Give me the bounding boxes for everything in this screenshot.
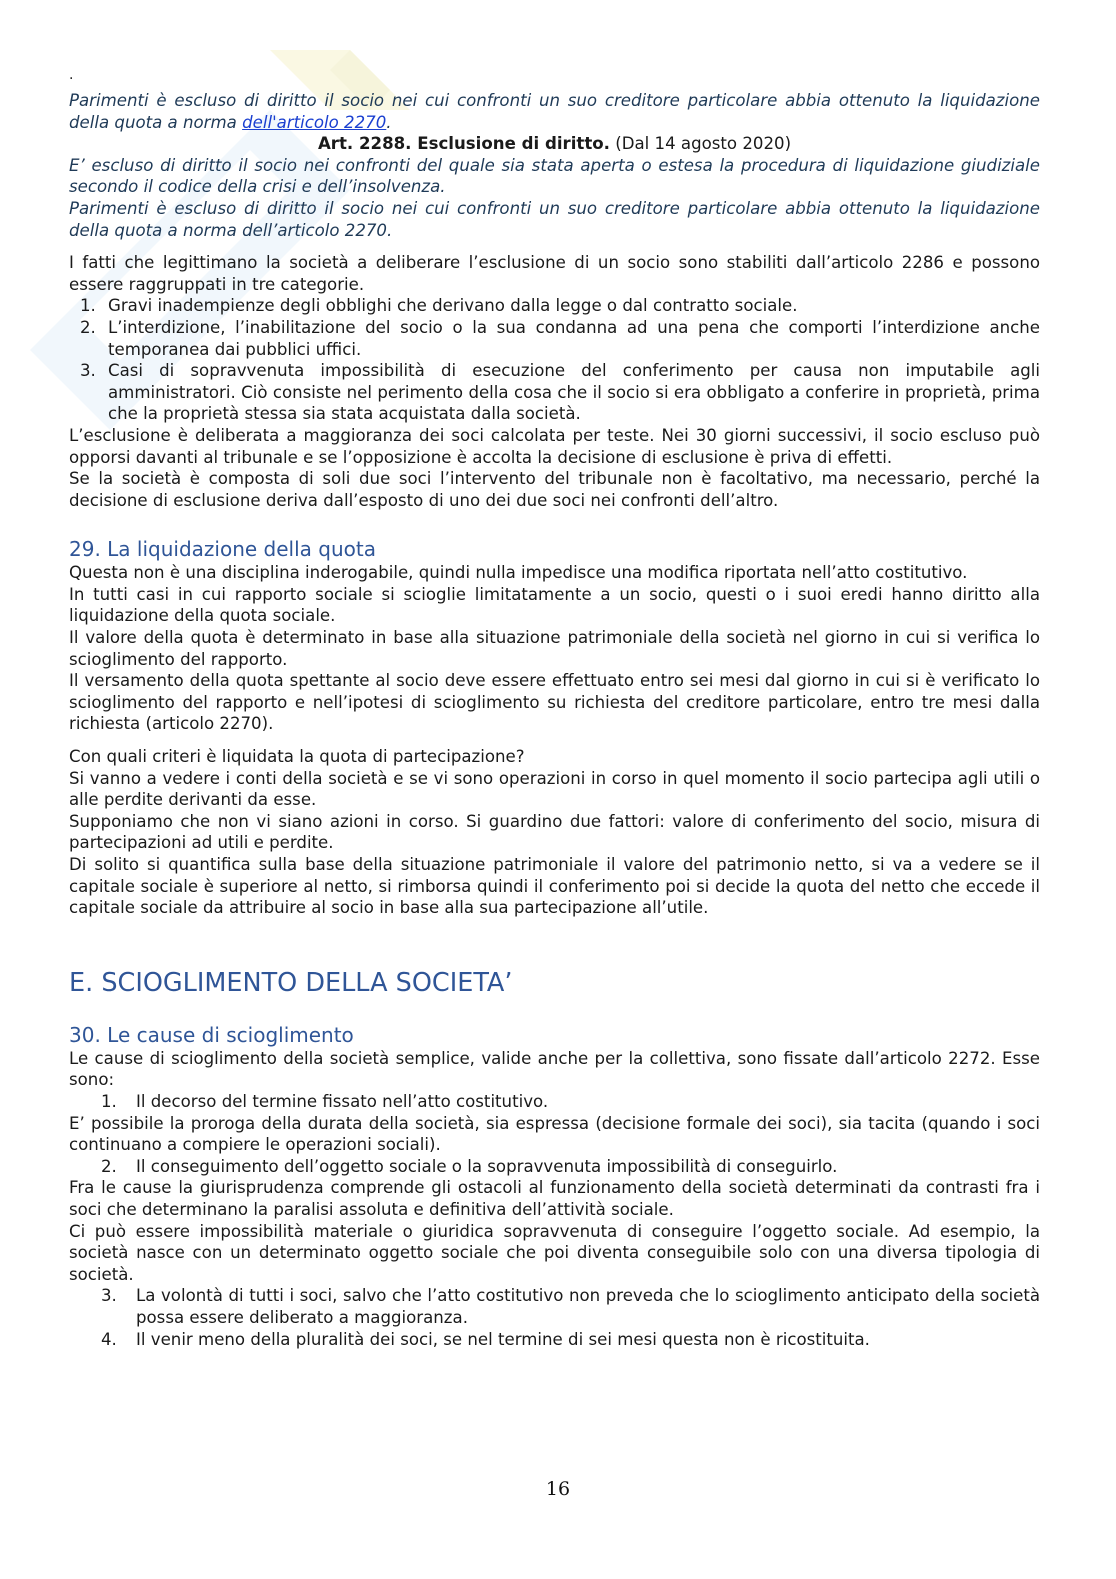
list-item: [69, 295, 1040, 317]
list-text: L’interdizione, l’inabilitazione del socio o la sua condanna ad una pena che comporti l’interdizione anche temporanea dai pubblici uffici.: [108, 317, 1040, 359]
art2288-paragraph-2: Parimenti è escluso di diritto il socio nei cui confronti un suo creditore particolare abbia ottenuto la liquidazione della quota a norma dell’articolo 2270.: [69, 198, 1040, 240]
intro-text: Parimenti è escluso di diritto il socio nei cui confronti un suo creditore particolare abbia ottenuto la liquidazione della quota a norma: [69, 91, 1040, 132]
section-29-heading: 29. La liquidazione della quota: [69, 537, 376, 562]
list-number: 1.: [80, 296, 96, 316]
list-text: La volontà di tutti i soci, salvo che l’atto costitutivo non preveda che lo scioglimento anticipato della società possa essere deliberato a maggioranza.: [136, 1286, 1040, 1327]
cause-list-1: [69, 1091, 1040, 1113]
list-text: Il decorso del termine fissato nell’atto costitutivo.: [136, 1091, 549, 1111]
sec29-paragraph-5: Si vanno a vedere i conti della società e se vi sono operazioni in corso in quel momento il socio partecipa agli utili o alle perdite derivanti da esse.: [69, 768, 1040, 810]
art2288-date: (Dal 14 agosto 2020): [609, 134, 792, 154]
list-text: Il venir meno della pluralità dei soci, se nel termine di sei mesi questa non è ricostituita.: [136, 1329, 870, 1349]
esclusione-due-soci: Se la società è composta di soli due soci l’intervento del tribunale non è facoltativo, ma necessario, perché la decisione di esclusione deriva dall’esposto di uno dei due soci nei confronti dell’altro.: [69, 469, 1040, 510]
sec29-paragraph-4: Il versamento della quota spettante al socio deve essere effettuato entro sei mesi dal giorno in cui si è verificato lo scioglimento del rapporto e nell’ipotesi di scioglimento su richiesta del creditore particolare, entro tre mesi dalla richiesta (articolo 2270).: [69, 671, 1040, 734]
art2288-title: Art. 2288. Esclusione di diritto.: [317, 134, 610, 154]
document-page: [69, 72, 1040, 1350]
art2288-intro-paragraph: [69, 90, 1040, 133]
sec30-proroga: E’ possibile la proroga della durata della società, sia espressa (decisione formale dei soci), sia tacita (quando i soci continuano a compiere le operazioni sociali).: [69, 1113, 1040, 1155]
art2288-paragraph-1: E’ escluso di diritto il socio nei confronti del quale sia stata aperta o estesa la procedura di liquidazione giudiziale secondo il codice della crisi e dell’insolvenza.: [69, 155, 1040, 197]
list-item: [69, 317, 1040, 360]
list-number: 2.: [101, 1156, 117, 1176]
list-number: 2.: [80, 317, 96, 337]
article-2270-link[interactable]: dell'articolo 2270: [242, 112, 387, 132]
page-number: 16: [545, 1478, 571, 1500]
sec29-question: Con quali criteri è liquidata la quota di partecipazione?: [69, 747, 525, 767]
sec29-paragraph-7: Di solito si quantifica sulla base della situazione patrimoniale il valore del patrimonio netto, si va a vedere se il capitale sociale è superiore al netto, si rimborsa quindi il conferimento poi si decide la quota del netto che eccede il capitale sociale da attribuire al socio in base alla sua partecipazione all’utile.: [69, 855, 1040, 918]
list-item: [69, 1329, 1040, 1351]
list-number: 3.: [80, 361, 96, 381]
list-text: Il conseguimento dell’oggetto sociale o la sopravvenuta impossibilità di conseguirlo.: [136, 1156, 838, 1176]
list-item: [69, 1091, 1040, 1113]
esclusione-list: [69, 295, 1040, 425]
list-number: 1.: [101, 1091, 117, 1111]
sec30-intro: Le cause di scioglimento della società semplice, valide anche per la collettiva, sono fissate dall’articolo 2272. Esse sono:: [69, 1048, 1040, 1090]
list-item: [69, 1285, 1040, 1328]
stray-dot: .: [69, 67, 74, 83]
cause-list-2: [69, 1156, 1040, 1178]
sec29-paragraph-6: Supponiamo che non vi siano azioni in corso. Si guardino due fattori: valore di conferimento del socio, misura di partecipazioni ad utili e perdite.: [69, 811, 1040, 853]
esclusione-maggioranza: L’esclusione è deliberata a maggioranza dei soci calcolata per teste. Nei 30 giorni successivi, il socio escluso può opporsi davanti al tribunale e se l’opposizione è accolta la decisione di esclusione è priva di effetti.: [69, 425, 1040, 467]
intro-text-end: .: [386, 112, 392, 132]
list-text: Casi di sopravvenuta impossibilità di esecuzione del conferimento per causa non imputabile agli amministratori. Ciò consiste nel perimento della cosa che il socio si era obbligato a conferire in proprietà, prima che la proprietà stessa sia stata acquistata dalla società.: [108, 361, 1040, 424]
sec29-paragraph-2: In tutti casi in cui rapporto sociale si scioglie limitatamente a un socio, questi o i suoi eredi hanno diritto alla liquidazione della quota sociale.: [69, 584, 1040, 626]
section-30-heading: 30. Le cause di scioglimento: [69, 1022, 354, 1047]
section-e-heading: E. SCIOGLIMENTO DELLA SOCIETA’: [69, 967, 513, 998]
sec30-impossibilita: Ci può essere impossibilità materiale o giuridica sopravvenuta di conseguire l’oggetto sociale. Ad esempio, la società nasce con un determinato oggetto sociale che poi diventa conseguibile solo con una diversa tipologia di società.: [69, 1221, 1040, 1284]
list-number: 4.: [101, 1329, 117, 1349]
sec29-paragraph-3: Il valore della quota è determinato in base alla situazione patrimoniale della società nel giorno in cui si verifica lo scioglimento del rapporto.: [69, 628, 1040, 669]
sec30-giurisprudenza: Fra le cause la giurisprudenza comprende gli ostacoli al funzionamento della società determinati da contrasti fra i soci che determinano la paralisi assoluta e definitiva dell’attività sociale.: [69, 1178, 1040, 1219]
art2288-heading: [69, 133, 1040, 155]
sec29-paragraph-1: Questa non è una disciplina inderogabile, quindi nulla impedisce una modifica riportata nell’atto costitutivo.: [69, 563, 968, 583]
list-text: Gravi inadempienze degli obblighi che derivano dalla legge o dal contratto sociale.: [108, 296, 798, 316]
list-number: 3.: [101, 1286, 117, 1306]
list-item: [69, 1156, 1040, 1178]
list-item: [69, 360, 1040, 425]
cause-list-3: [69, 1285, 1040, 1350]
esclusione-intro: I fatti che legittimano la società a deliberare l’esclusione di un socio sono stabiliti dall’articolo 2286 e possono essere raggruppati in tre categorie.: [69, 253, 1040, 294]
